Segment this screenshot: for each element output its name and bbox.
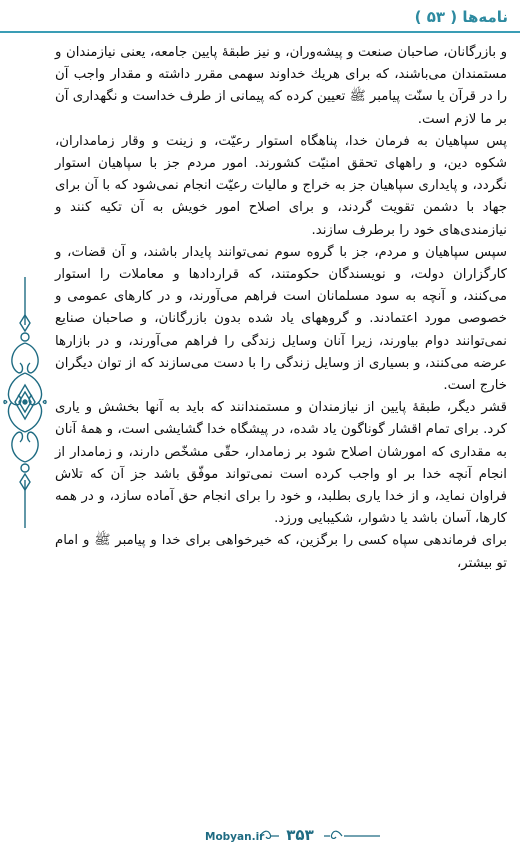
scroll-flourish-icon — [258, 828, 280, 848]
page-number: ۳۵۳ — [286, 826, 314, 844]
paragraph: قشر دیگر، طبقهٔ پایین از نیازمندان و مستمندانند که باید به آنها بخشش و یاری کرد. برای تمام اقشار گوناگون یاد شده، در پیشگاه خدا گشایشی است، و همهٔ آنان به مقداری که امورشان اصلاح شود بر زمامدار، حقّی مشخّص دارند، و زمامدار از انجام آنچه خدا بر او واجب کرده است نمی‌تواند موفّق باشد جز آن که تلاش فراوان نماید، و از خدا یاری بطلبد، و خود را برای انجام حق آماده سازد، و در همه کارها، آسان باشد یا دشوار، شکیبایی ورزد. — [55, 400, 507, 527]
page-footer — [0, 820, 520, 855]
site-label[interactable]: Mobyan.ir — [205, 831, 265, 843]
page-header — [0, 0, 520, 38]
paragraph: سپس سپاهیان و مردم، جز با گروه سوم نمی‌توانند پایدار باشند، و آن قضات، و کارگزاران دولت، و نویسندگان حکومتند، که قراردادها و معاملات را استوار می‌کنند، و آنچه به سود مسلمانان است فراهم می‌آورند، و در کارهای عمومی و خصوصی مورد اعتمادند. و گروههای یاد شده بدون بازرگانان، و صاحبان صنایع نمی‌توانند دوام بیاورند، زیرا آنان وسایل زندگی را فراهم می‌آورند، و در بازارها عرضه می‌کنند، و بسیاری از وسایل زندگی را با دست می‌سازند که از توان دیگران خارج است. — [55, 244, 507, 394]
scroll-flourish-icon — [322, 828, 382, 848]
paragraph: برای فرماندهی سپاه کسی را برگزین، که خیرخواهی برای خدا و پیامبر ﷺ و امام تو بیشتر، — [55, 533, 507, 571]
body-text — [55, 42, 507, 575]
page-title: نامه‌ها ( ۵۳ ) — [414, 8, 508, 26]
floral-arabesque-icon — [2, 275, 48, 530]
paragraph: و بازرگانان، صاحبان صنعت و پیشه‌وران، و نیز طبقهٔ پایین جامعه، یعنی نیازمندان و مستمندان می‌باشند، که برای هریك خداوند سهمی مقرر داشته و مقدار واجب آن را در قرآن یا سنّت پیامبر ﷺ تعیین کرده که پیمانی از طرف خداست و نگهداری آن بر ما لازم است. — [55, 45, 507, 127]
header-divider — [0, 31, 520, 33]
paragraph: پس سپاهیان به فرمان خدا، پناهگاه استوار رعیّت، و زینت و وقار زمامداران، شکوه دین، و راههای تحقق امنیّت کشورند. امور مردم جز با سپاهیان استوار نگردد، و پایداری سپاهیان جز به خراج و مالیات رعیّت انجام نمی‌شود که با آن برای جهاد با دشمن تقویت گردند، و برای اصلاح امور خویش به آن تکیه کنند و نیازمندی‌های خود را برطرف سازند. — [55, 133, 507, 238]
